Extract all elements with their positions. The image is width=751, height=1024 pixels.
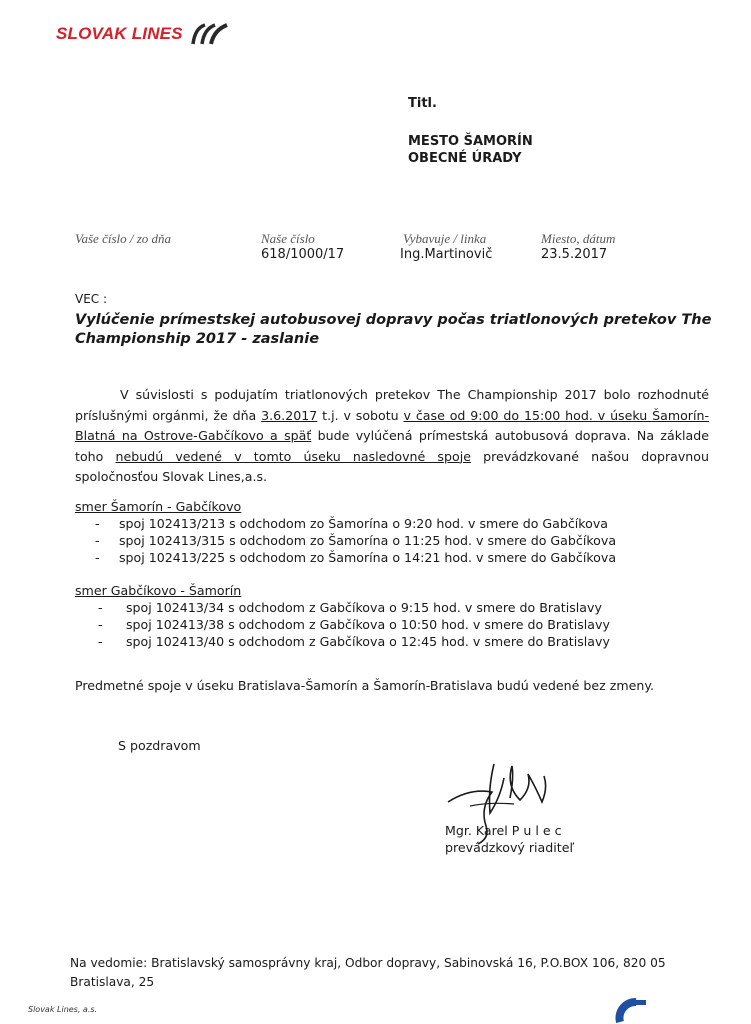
recipient-line2: OBECNÉ ÚRADY [408,151,522,166]
trip-item: - spoj 102413/315 s odchodom zo Šamorína o 11:25 hod. v smere do Gabčíkova [95,533,617,548]
body-text-b: t.j. v sobotu [317,407,404,423]
company-footer-small: Slovak Lines, a.s. [28,1005,98,1014]
logo-text: SLOVAK LINES [56,24,183,43]
body-text-c: bude vylúčená prímestská autobusová doprava. Na základe toho [75,428,709,464]
handler-label: Vybavuje / linka [403,231,487,246]
event-date: 3.6.2017 [261,407,318,423]
recipient-title: Titl. [408,96,437,111]
closure-time-section: v čase od 9:00 do 15:00 hod. v úseku Šamorín-Blatná na Ostrove-Gabčíkovo a späť [75,407,710,443]
cancelled-trips-phrase: nebudú vedené v tomto úseku nasledovné spoje [115,448,471,464]
recipient-line1: MESTO ŠAMORÍN [408,134,533,149]
body-text-a: V súvislosti s podujatím triatlonových pretekov The Championship 2017 bolo rozhodnuté príslušnými orgánmi, že dňa [75,387,709,423]
subject-text: Vylúčenie prímestskej autobusovej dopravy počas triatlonových pretekov The Championship 2017 - zaslanie [75,312,712,347]
trip-item: - spoj 102413/34 s odchodom z Gabčíkova o 9:15 hod. v smere do Bratislavy [98,600,602,615]
trip-item: - spoj 102413/38 s odchodom z Gabčíkova o 10:50 hod. v smere do Bratislavy [98,617,610,632]
place-date-label: Miesto, dátum [541,231,616,246]
closing-note: Predmetné spoje v úseku Bratislava-Šamorín a Šamorín-Bratislava budú vedené bez zmeny. [75,678,654,693]
logo-stripes-icon [187,22,231,46]
subject-label: VEC : [75,292,108,306]
our-ref-value: 618/1000/17 [261,247,345,262]
handler-value: Ing.Martinovič [400,247,493,262]
place-date-value: 23.5.2017 [541,247,608,262]
certification-mark-icon [598,996,648,1024]
route-heading-gabcikovo-samorin: smer Gabčíkovo - Šamorín [75,583,242,598]
trip-item: - spoj 102413/225 s odchodom zo Šamorína o 14:21 hod. v smere do Gabčíkova [95,550,617,565]
route-heading-samorin-gabcikovo: smer Šamorín - Gabčíkovo [75,499,242,514]
trip-item: - spoj 102413/213 s odchodom zo Šamorína o 9:20 hod. v smere do Gabčíkova [95,516,609,531]
signatory-name: Mgr. Karel P u l e c [445,823,562,838]
your-ref-label: Vaše číslo / zo dňa [75,231,172,246]
trip-item: - spoj 102413/40 s odchodom z Gabčíkova o 12:45 hod. v smere do Bratislavy [98,634,610,649]
our-ref-label: Naše číslo [261,231,315,246]
body-text-d: prevádzkované našou dopravnou spoločnosťou Slovak Lines,a.s. [75,448,709,484]
company-logo [56,22,231,46]
copy-to-footer: Na vedomie: Bratislavský samosprávny kraj, Odbor dopravy, Sabinovská 16, P.O.BOX 106, 820 05 Bratislava, 25 [70,956,666,989]
signatory-role: prevádzkový riaditeľ [445,840,575,855]
greeting: S pozdravom [118,738,201,753]
body-paragraph [75,385,709,488]
